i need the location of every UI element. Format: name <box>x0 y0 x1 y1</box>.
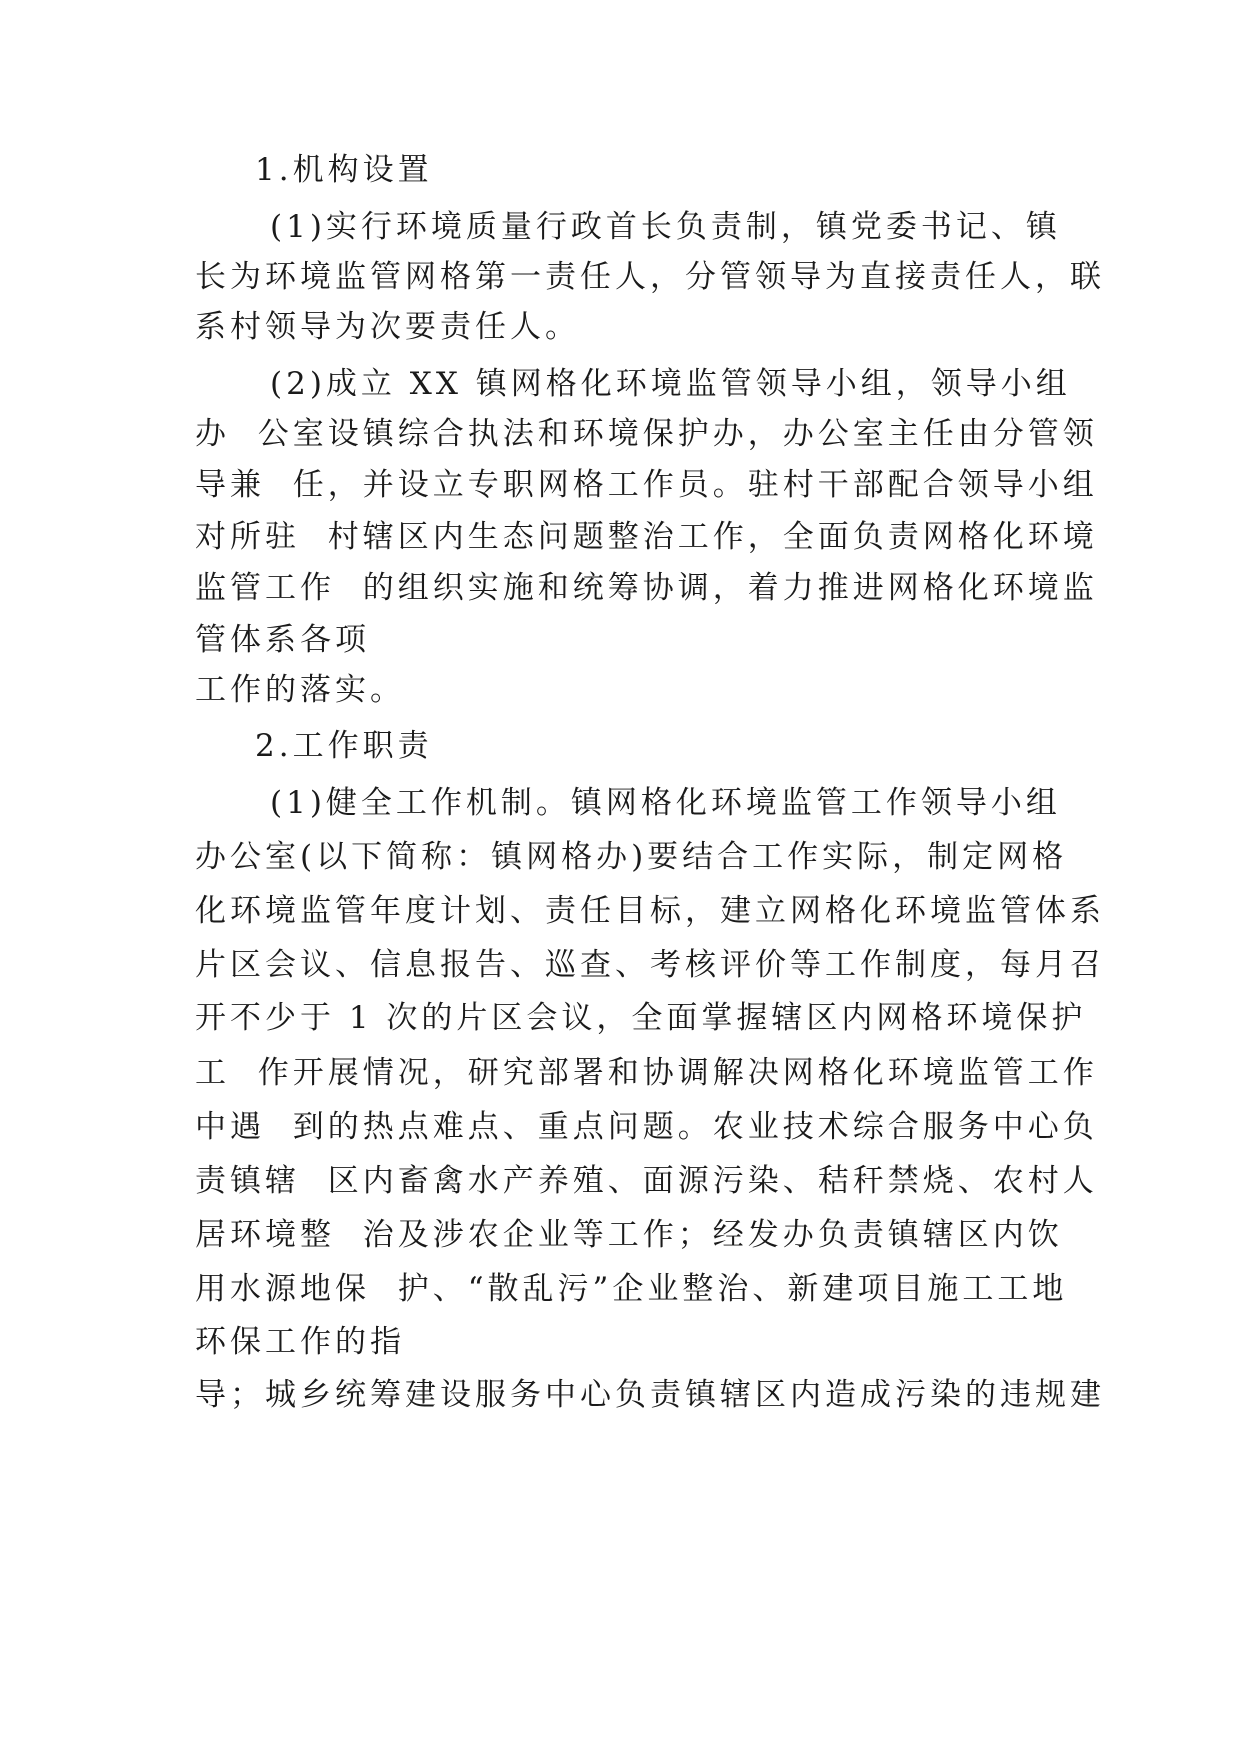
paragraph-line: 对所驻 村辖区内生态问题整治工作，全面负责网格化环境 <box>195 519 1098 555</box>
paragraph-line: 用水源地保 护、“散乱污”企业整治、新建项目施工工地 <box>195 1271 1068 1307</box>
paragraph-line: 导；城乡统筹建设服务中心负责镇辖区内造成污染的违规建 <box>195 1377 1105 1413</box>
paragraph-line: 长为环境监管网格第一责任人，分管领导为直接责任人，联 <box>195 259 1105 295</box>
paragraph-line: 中遇 到的热点难点、重点问题。农业技术综合服务中心负 <box>195 1109 1098 1145</box>
paragraph-line: 监管工作 的组织实施和统筹协调，着力推进网格化环境监 <box>195 570 1098 606</box>
paragraph-line: 管体系各项 <box>195 622 370 658</box>
paragraph-line: 片区会议、信息报告、巡查、考核评价等工作制度，每月召 <box>195 947 1105 983</box>
paragraph-line: 环保工作的指 <box>195 1324 405 1360</box>
paragraph-line: 办公室(以下简称：镇网格办)要结合工作实际，制定网格 <box>195 839 1068 875</box>
paragraph-line: 化环境监管年度计划、责任目标，建立网格化环境监管体系 <box>195 893 1105 929</box>
paragraph-line: 办 公室设镇综合执法和环境保护办，办公室主任由分管领 <box>195 416 1098 452</box>
heading-duties: 2.工作职责 <box>255 728 433 764</box>
paragraph-line: 责镇辖 区内畜禽水产养殖、面源污染、秸秆禁烧、农村人 <box>195 1163 1098 1199</box>
heading-org-setup: 1.机构设置 <box>255 152 433 188</box>
paragraph-line: 开不少于 1 次的片区会议，全面掌握辖区内网格环境保护 <box>195 1000 1087 1036</box>
paragraph-line: 系村领导为次要责任人。 <box>195 309 580 345</box>
paragraph-line: 工作的落实。 <box>195 672 405 708</box>
paragraph-line: 导兼 任，并设立专职网格工作员。驻村干部配合领导小组 <box>195 467 1098 503</box>
paragraph-line: (1)实行环境质量行政首长负责制，镇党委书记、镇 <box>270 209 1061 245</box>
paragraph-line: 工 作开展情况，研究部署和协调解决网格化环境监管工作 <box>195 1055 1098 1091</box>
paragraph-line: (2)成立 XX 镇网格化环境监管领导小组，领导小组 <box>270 366 1071 402</box>
paragraph-line: 居环境整 治及涉农企业等工作；经发办负责镇辖区内饮 <box>195 1217 1063 1253</box>
paragraph-line: (1)健全工作机制。镇网格化环境监管工作领导小组 <box>270 785 1061 821</box>
